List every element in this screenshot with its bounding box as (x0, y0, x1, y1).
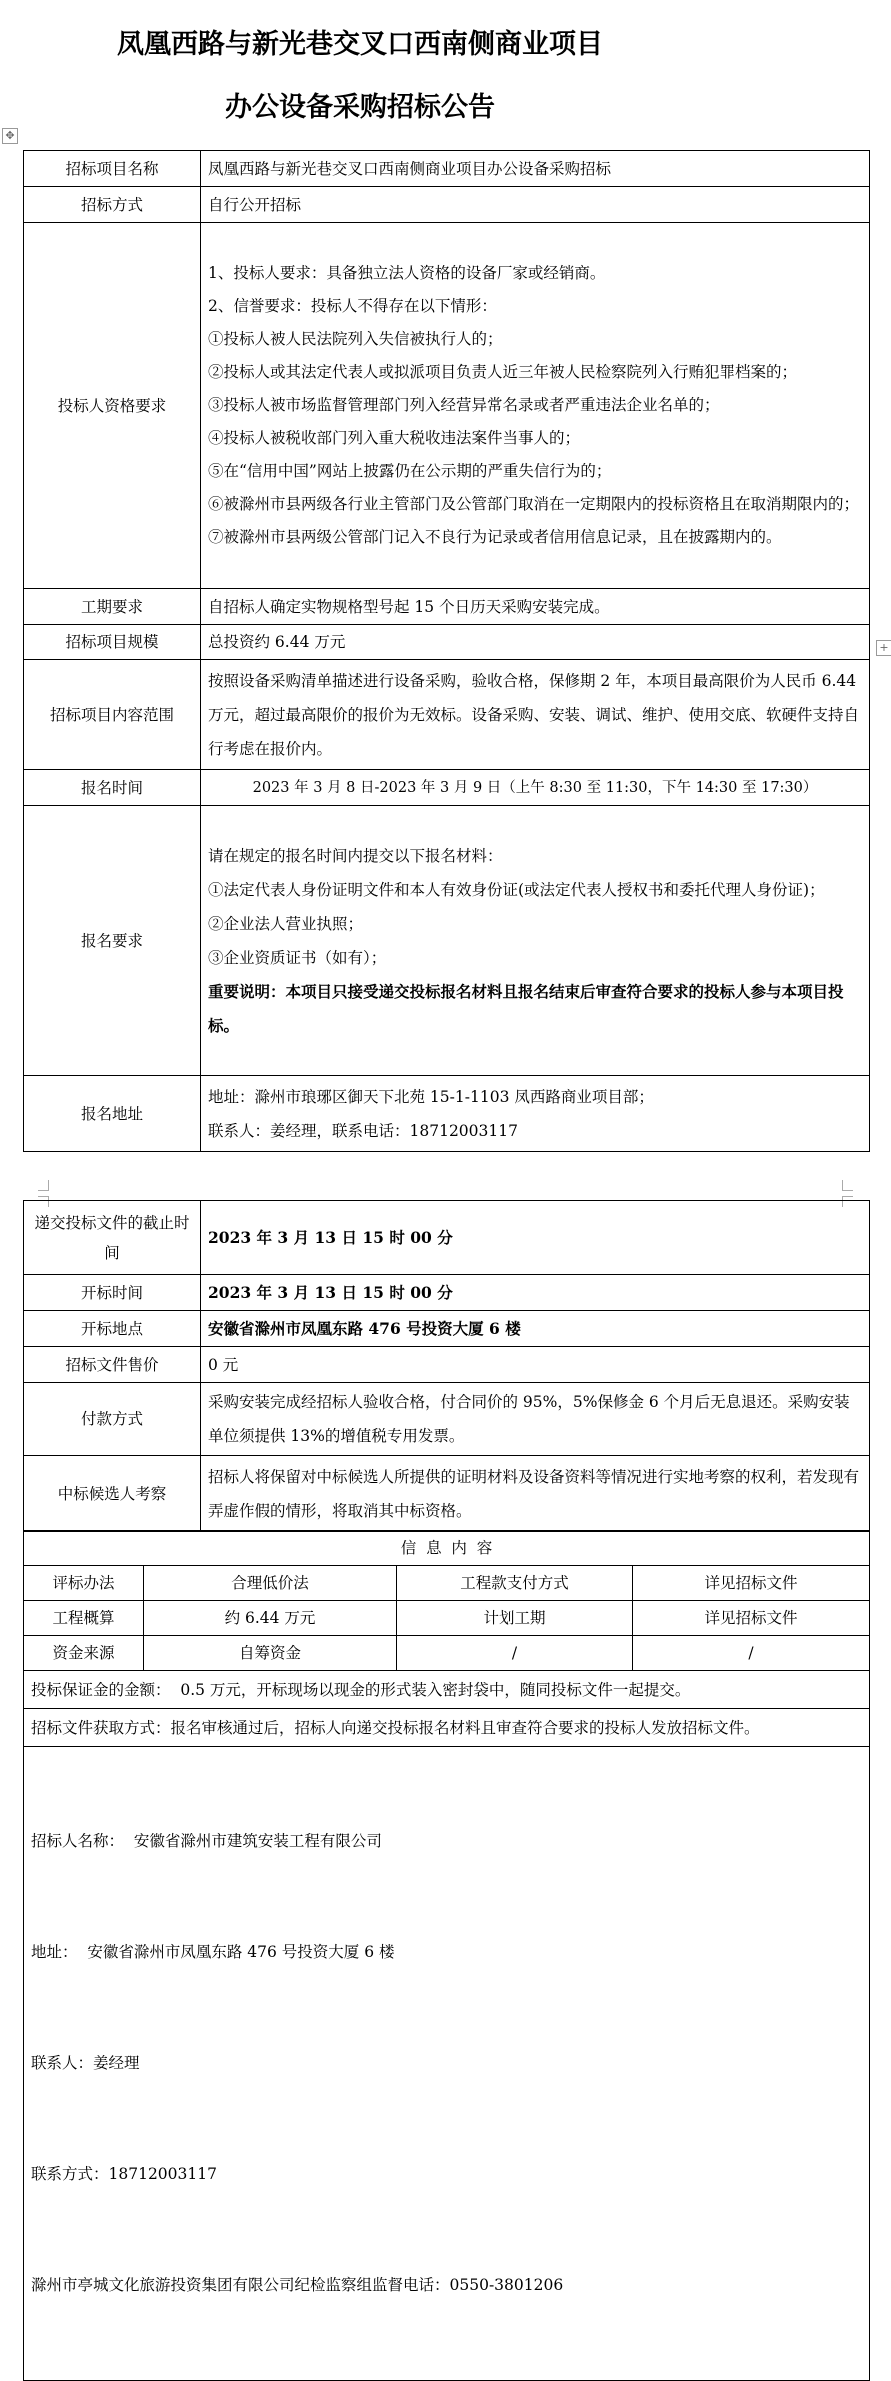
document-method-text: 招标文件获取方式：报名审核通过后，招标人向递交投标报名材料且审查符合要求的投标人发放招标文件。 (24, 1709, 870, 1747)
table-row (24, 1347, 870, 1383)
table-row (24, 625, 870, 660)
tenderer-address: 地址： 安徽省滁州市凤凰东路 476 号投资大厦 6 楼 (31, 1943, 395, 1961)
table-row (24, 1601, 870, 1636)
tenderer-name: 招标人名称： 安徽省滁州市建筑安装工程有限公司 (31, 1832, 382, 1850)
title-line-2: 办公设备采购招标公告 (225, 92, 495, 123)
row-value: 自招标人确定实物规格型号起 15 个日历天采购安装完成。 (201, 589, 870, 625)
row-label: 中标候选人考察 (24, 1456, 201, 1532)
row-label: 付款方式 (24, 1383, 201, 1456)
table-row (24, 223, 870, 589)
row-value: 采购安装完成经招标人验收合格，付合同价的 95%，5%保修金 6 个月后无息退还。采购安装单位须提供 13%的增值税专用发票。 (201, 1383, 870, 1456)
table-row (24, 1531, 870, 1566)
table-row (24, 1076, 870, 1152)
registration-line: ②企业法人营业执照； (208, 914, 364, 933)
row-value: 2023 年 3 月 13 日 15 时 00 分 (201, 1201, 870, 1275)
info-cell: 详见招标文件 (633, 1566, 870, 1601)
row-value: 按照设备采购清单描述进行设备采购，验收合格，保修期 2 年，本项目最高限价为人民币 6.44 万元，超过最高限价的报价为无效标。设备采购、安装、调试、维护、使用交底、软硬件支持自行考虑在报价内。 (201, 660, 870, 770)
qualification-line: ⑥被滁州市县两级各行业主管部门及公管部门取消在一定期限内的投标资格且在取消期限内的； (208, 495, 860, 513)
info-header: 信 息 内 容 (24, 1531, 870, 1566)
row-value: 安徽省滁州市凤凰东路 476 号投资大厦 6 楼 (201, 1311, 870, 1347)
row-label: 招标项目名称 (24, 151, 201, 187)
row-label: 递交投标文件的截止时间 (24, 1201, 201, 1275)
row-value (201, 806, 870, 1076)
registration-line: ①法定代表人身份证明文件和本人有效身份证(或法定代表人授权书和委托代理人身份证)； (208, 880, 825, 899)
row-label: 招标项目内容范围 (24, 660, 201, 770)
qualification-line: ⑤在“信用中国”网站上披露仍在公示期的严重失信行为的； (208, 462, 612, 480)
qualification-line: ③投标人被市场监督管理部门列入经营异常名录或者严重违法企业名单的； (208, 396, 720, 414)
contact-person: 联系人：姜经理 (31, 2054, 140, 2072)
row-value: 2023 年 3 月 8 日-2023 年 3 月 9 日（上午 8:30 至 11:30，下午 14:30 至 17:30） (201, 770, 870, 806)
info-cell: 资金来源 (24, 1636, 144, 1671)
add-row-handle-icon[interactable]: + (876, 640, 891, 656)
row-label: 工期要求 (24, 589, 201, 625)
info-cell: 工程概算 (24, 1601, 144, 1636)
row-label: 开标时间 (24, 1275, 201, 1311)
table-row (24, 660, 870, 770)
table-row (24, 1747, 870, 2381)
address-line: 地址：滁州市琅琊区御天下北苑 15-1-1103 凤西路商业项目部； (208, 1087, 654, 1106)
registration-line: 请在规定的报名时间内提交以下报名材料： (208, 846, 503, 865)
row-label: 招标项目规模 (24, 625, 201, 660)
qualification-line: ①投标人被人民法院列入失信被执行人的； (208, 330, 503, 348)
title-line-1: 凤凰西路与新光巷交叉口西南侧商业项目 (117, 29, 603, 60)
qualification-line: ④投标人被税收部门列入重大税收违法案件当事人的； (208, 429, 581, 447)
supervision-phone: 滁州市亭城文化旅游投资集团有限公司纪检监察组监督电话：0550-3801206 (31, 2276, 564, 2294)
row-label: 报名地址 (24, 1076, 201, 1152)
row-value: 凤凰西路与新光巷交叉口西南侧商业项目办公设备采购招标 (201, 151, 870, 187)
table-row (24, 187, 870, 223)
page-corner-mark (842, 1180, 853, 1191)
table-row (24, 1456, 870, 1532)
row-value: 0 元 (201, 1347, 870, 1383)
info-cell: 合理低价法 (144, 1566, 397, 1601)
page-corner-mark (38, 1180, 49, 1191)
table-row (24, 806, 870, 1076)
bid-info-table-1 (23, 150, 870, 1152)
bid-info-table-2 (23, 1200, 870, 1532)
row-label: 招标文件售价 (24, 1347, 201, 1383)
row-label: 报名要求 (24, 806, 201, 1076)
table-row (24, 589, 870, 625)
table-move-handle-icon[interactable]: ✥ (2, 128, 18, 144)
table-row (24, 1671, 870, 1709)
row-label: 招标方式 (24, 187, 201, 223)
info-cell: 工程款支付方式 (397, 1566, 633, 1601)
row-label: 开标地点 (24, 1311, 201, 1347)
row-value: 自行公开招标 (201, 187, 870, 223)
table-row (24, 1709, 870, 1747)
row-label: 报名时间 (24, 770, 201, 806)
row-value: 总投资约 6.44 万元 (201, 625, 870, 660)
qualification-line: 2、信誉要求：投标人不得存在以下情形： (208, 297, 497, 315)
row-value: 招标人将保留对中标候选人所提供的证明材料及设备资料等情况进行实地考察的权利，若发现有弄虚作假的情形，将取消其中标资格。 (201, 1456, 870, 1532)
deposit-text: 投标保证金的金额： 0.5 万元，开标现场以现金的形式装入密封袋中，随同投标文件一起提交。 (24, 1671, 870, 1709)
table-row (24, 770, 870, 806)
contact-phone: 联系方式：18712003117 (31, 2165, 217, 2183)
info-content-table (23, 1530, 870, 2381)
qualification-line: ⑦被滁州市县两级公管部门记入不良行为记录或者信用信息记录，且在披露期内的。 (208, 528, 782, 546)
registration-line: ③企业资质证书（如有）； (208, 948, 387, 967)
info-cell: / (633, 1636, 870, 1671)
table-row (24, 151, 870, 187)
info-cell: 自筹资金 (144, 1636, 397, 1671)
info-cell: 评标办法 (24, 1566, 144, 1601)
table-row (24, 1566, 870, 1601)
info-cell: 约 6.44 万元 (144, 1601, 397, 1636)
qualification-line: ②投标人或其法定代表人或拟派项目负责人近三年被人民检察院列入行贿犯罪档案的； (208, 363, 798, 381)
row-value (201, 223, 870, 589)
info-cell: / (397, 1636, 633, 1671)
contact-block (24, 1747, 870, 2381)
table-row (24, 1275, 870, 1311)
contact-line: 联系人：姜经理，联系电话：18712003117 (208, 1121, 518, 1140)
row-label: 投标人资格要求 (24, 223, 201, 589)
table-row (24, 1311, 870, 1347)
info-cell: 详见招标文件 (633, 1601, 870, 1636)
table-row (24, 1201, 870, 1275)
table-row (24, 1383, 870, 1456)
important-note: 重要说明：本项目只接受递交投标报名材料且报名结束后审查符合要求的投标人参与本项目投标。 (208, 981, 844, 1035)
row-value: 2023 年 3 月 13 日 15 时 00 分 (201, 1275, 870, 1311)
row-value (201, 1076, 870, 1152)
info-cell: 计划工期 (397, 1601, 633, 1636)
qualification-line: 1、投标人要求：具备独立法人资格的设备厂家或经销商。 (208, 264, 606, 282)
table-row (24, 1636, 870, 1671)
